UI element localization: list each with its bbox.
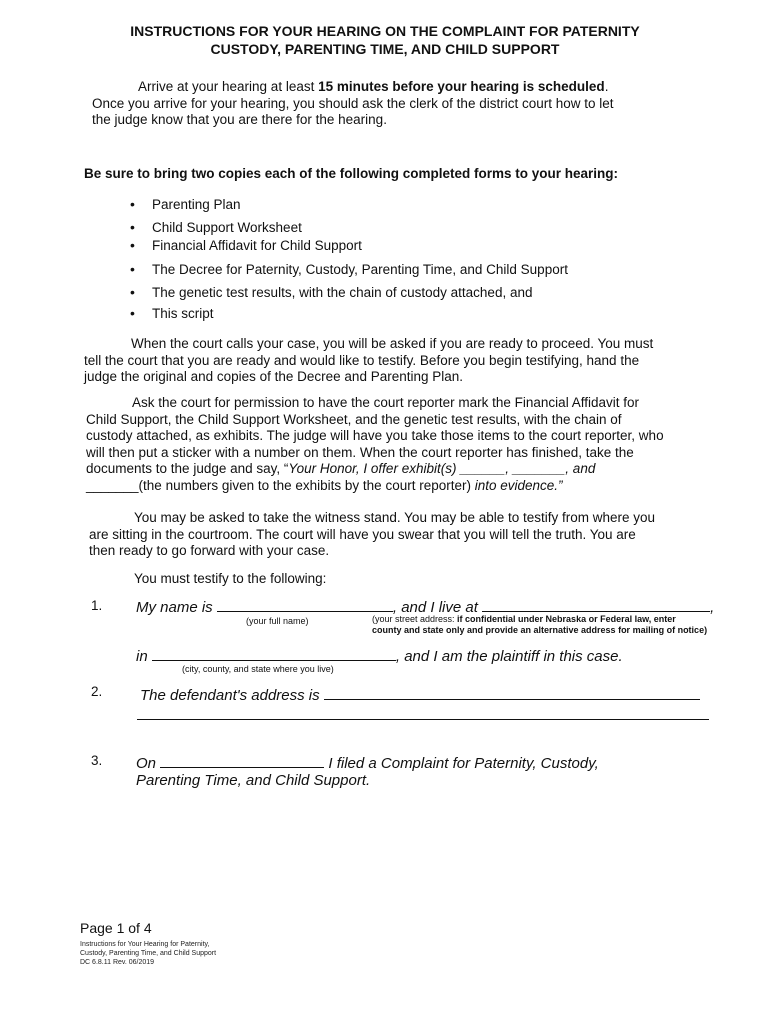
- exhibits-paragraph: Ask the court for permission to have the court reporter mark the Financial Affidavit for Child Support, the Child Support Worksheet, and the genetic test results, with the chain of custody attached, as exhibits. The judge will have you take those items to the court reporter, who will then put a sticker with a number on them. When the court reporter has finished, take the documents to the judge and say, “Your Honor, I offer exhibit(s) ______, _______, and _______(the numbers given to the exhibits by the court reporter) into evidence.”: [86, 395, 696, 494]
- defendant-address-field[interactable]: [324, 685, 700, 700]
- witness-paragraph: You may be asked to take the witness stand. You may be able to testify from where you are sitting in the courtroom. The court will have you swear that you will tell the truth. You are then ready to go forward with your case.: [89, 510, 656, 558]
- bullet-icon: •: [130, 219, 135, 235]
- city-county-state-field[interactable]: [152, 646, 396, 661]
- full-name-hint: (your full name): [246, 616, 309, 626]
- list-item: • Parenting Plan: [130, 196, 241, 212]
- item-2-line: The defendant's address is: [140, 685, 700, 704]
- title-line-2: CUSTODY, PARENTING TIME, AND CHILD SUPPORT: [210, 41, 560, 57]
- full-name-field[interactable]: [217, 597, 393, 612]
- bring-forms-heading: Be sure to bring two copies each of the following completed forms to your hearing:: [84, 166, 619, 181]
- page-number: Page 1 of 4: [80, 920, 152, 936]
- list-item: • Financial Affidavit for Child Support: [130, 237, 362, 253]
- bullet-icon: •: [130, 196, 135, 212]
- item-3-line-2: Parenting Time, and Child Support.: [136, 772, 371, 789]
- intro-line-3: the judge know that you are there for the hearing.: [92, 112, 387, 127]
- form-reference: Instructions for Your Hearing for Paternity, Custody, Parenting Time, and Child Support DC 6.8.11 Rev. 06/2019: [80, 941, 217, 966]
- bullet-icon: •: [130, 284, 135, 300]
- item-1-city-line: in , and I am the plaintiff in this case.: [136, 648, 623, 665]
- address-hint: (your street address: if confidential under Nebraska or Federal law, enter county and state only and provide an alternative address for mailing of notice): [372, 614, 708, 635]
- intro-paragraph: [92, 79, 712, 129]
- intro-line-2: Once you arrive for your hearing, you should ask the clerk of the district court how to let: [92, 95, 614, 111]
- item-number-2: 2.: [91, 684, 103, 699]
- arrival-emphasis: 15 minutes before your hearing is scheduled: [318, 79, 605, 94]
- item-1-line: My name is , and I live at ,: [136, 599, 715, 616]
- list-item: • Child Support Worksheet: [130, 219, 302, 235]
- list-item: • This script: [130, 305, 214, 321]
- evidence-line: _______(the numbers given to the exhibits by the court reporter) into evidence.”: [86, 477, 563, 493]
- bullet-icon: •: [130, 261, 135, 277]
- offer-line: documents to the judge and say, “Your Honor, I offer exhibit(s) ______, _______, and: [86, 461, 596, 476]
- street-address-field[interactable]: [482, 597, 710, 612]
- item-number-1: 1.: [91, 598, 103, 613]
- list-item: • The Decree for Paternity, Custody, Parenting Time, and Child Support: [130, 261, 568, 277]
- testify-intro: You must testify to the following:: [134, 571, 327, 586]
- title-line-1: INSTRUCTIONS FOR YOUR HEARING ON THE COMPLAINT FOR PATERNITY: [130, 23, 640, 39]
- ready-paragraph: When the court calls your case, you will be asked if you are ready to proceed. You must tell the court that you are ready and would like to testify. Before you begin testifying, hand the judge the original and copies of the Decree and Parenting Plan.: [84, 336, 654, 384]
- bullet-icon: •: [130, 305, 135, 321]
- filing-date-field[interactable]: [160, 753, 324, 768]
- intro-line-1: Arrive at your hearing at least 15 minutes before your hearing is scheduled.: [138, 79, 609, 94]
- item-number-3: 3.: [91, 753, 103, 768]
- defendant-address-field-line-2[interactable]: [137, 719, 709, 720]
- city-hint: (city, county, and state where you live): [182, 664, 334, 674]
- list-item: • The genetic test results, with the chain of custody attached, and: [130, 284, 533, 300]
- item-3-line-1: On I filed a Complaint for Paternity, Custody,: [136, 755, 599, 772]
- page-title: [0, 22, 770, 58]
- bullet-icon: •: [130, 237, 135, 253]
